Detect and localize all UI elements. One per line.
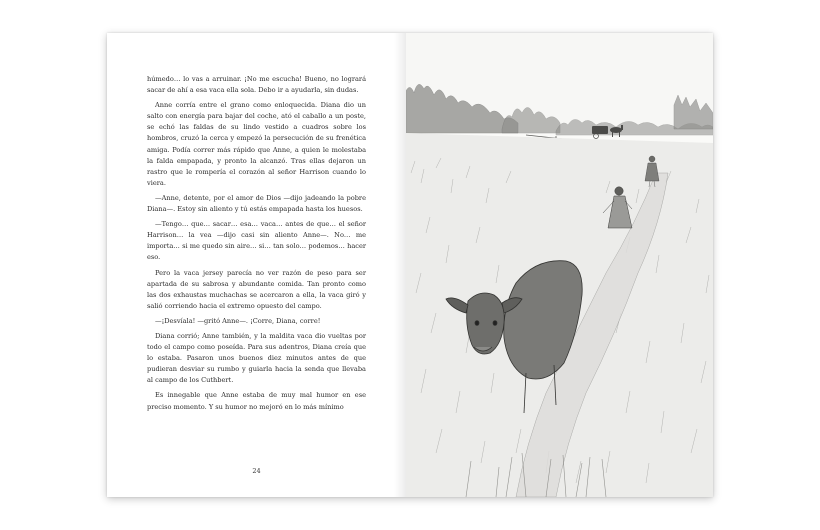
illustration — [406, 33, 713, 497]
left-page — [107, 33, 406, 497]
paragraph: —Tengo… que… sacar… esa… vaca… antes de que… el señor Harrison… la vea —dijo casi sin aliento Anne—. No… me importa… si me quedo sin aire… si… tan solo… podemos… hacer eso. — [147, 220, 366, 262]
book-spread — [107, 33, 713, 497]
body-text — [147, 74, 366, 417]
right-page — [406, 33, 713, 497]
paragraph: —¡Desvíala! —gritó Anne—. ¡Corre, Diana, corre! — [155, 316, 321, 325]
paragraph: —Anne, detente, por el amor de Dios —dijo jadeando la pobre Diana—. Estoy sin aliento y tú estás empapada hasta los huesos. — [147, 193, 366, 214]
page-number: 24 — [252, 467, 261, 475]
paragraph: Pero la vaca jersey parecía no ver razón de peso para ser apartada de su sabrosa y abundante comida. Tan pronto como las dos exhaustas muchachas se acercaron a ella, la vaca giró y salió corriendo hacia el extremo opuesto del campo. — [147, 268, 366, 310]
paragraph: Anne corría entre el grano como enloquecida. Diana dio un salto con energía para bajar del coche, ató el caballo a un poste, se echó las faldas de su lindo vestido a cuadros sobre los hombros, cruzó la cerca y empezó la persecución de su frenética amiga. Podía correr más rápido que Anne, a quien le molestaba la falda empapada, y pronto la alcanzó. Tras ellas dejaron un rastro que le rompería el corazón al señor Harrison cuando lo viera. — [147, 101, 366, 187]
paragraph: húmedo… lo vas a arruinar. ¡No me escucha! Bueno, no logrará sacar de ahí a esa vaca ella sola. Debo ir a ayudarla, sin dudas. — [147, 75, 366, 95]
paragraph: Diana corrió; Anne también, y la maldita vaca dio vueltas por todo el campo como poseída. Para sus adentros, Diana creía que lo estaba. Pasaron unos buenos diez minutos antes de que pudieran desviar su rumbo y guiarla hacia la senda que llevaba al campo de los Cuthbert. — [147, 331, 366, 385]
paragraph: Es innegable que Anne estaba de muy mal humor en ese preciso momento. Y su humor no mejoró en lo más mínimo — [147, 391, 366, 411]
